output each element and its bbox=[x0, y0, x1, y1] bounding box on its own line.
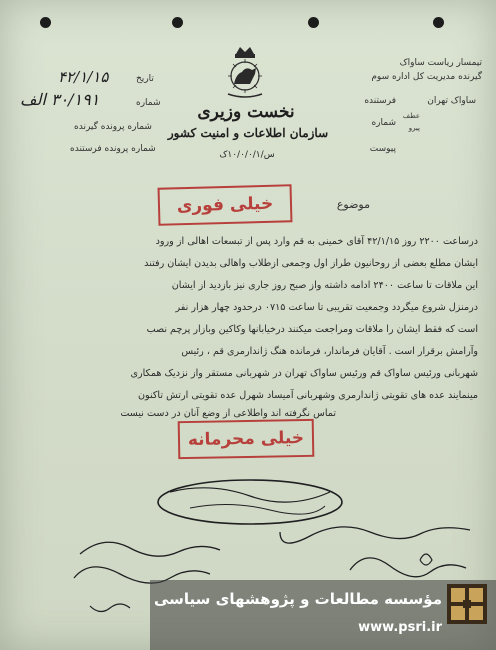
subject-label: موضوع bbox=[336, 198, 370, 211]
reference-code: س/۱۰/۰/۰/۱ک bbox=[219, 150, 275, 160]
recipient-line-2: گیرنده مدیریت کل اداره سوم bbox=[371, 72, 482, 82]
punch-hole bbox=[308, 17, 319, 28]
urgent-stamp: خیلی فوری bbox=[158, 184, 293, 225]
body-line: این ملاقات تا ساعت ۲۴۰۰ ادامه داشته واز صبح روز جاری نیز بازدید از ایشان bbox=[171, 280, 478, 291]
body-line: وآرامش برقرار است . آقایان فرماندار، فرمانده هنگ ژاندارمری قم ، رئیس bbox=[181, 346, 478, 357]
institute-name: مؤسسه مطالعات و پژوهشهای سیاسی bbox=[153, 590, 442, 608]
organization-name: سازمان اطلاعات و امنیت کشور bbox=[167, 126, 329, 140]
website-url: www.psri.ir bbox=[358, 620, 442, 635]
top-secret-stamp: خیلی محرمانه bbox=[178, 419, 315, 459]
body-line: درمنزل شروع میگردد وجمعیت تقریبی تا ساعت ۰۷۱۵ درحدود چهار هزار نفر bbox=[175, 302, 478, 313]
recipient-line-1: تیمسار ریاست ساواک bbox=[399, 58, 482, 68]
attachment-label: پیوست bbox=[369, 144, 396, 154]
punch-hole bbox=[433, 17, 444, 28]
sender-file-label: شماره پرونده فرستنده bbox=[70, 144, 156, 154]
body-line: مینمایند عده های تقویتی ژاندارمری وشهربانی آمیساد شهرل عده تقویتی ارتش تاکنون bbox=[137, 390, 478, 401]
number-value: ۳۰/۱۹۱ الف bbox=[20, 90, 100, 109]
sender-label: فرستنده bbox=[364, 96, 396, 106]
punch-hole bbox=[40, 17, 51, 28]
lion-and-sun-emblem-icon bbox=[222, 44, 268, 100]
date-label: تاریخ bbox=[136, 74, 154, 84]
number-label-right: شماره bbox=[371, 118, 396, 128]
letterhead-title: نخست وزیری bbox=[197, 102, 295, 122]
body-line: شهربانی ورئیس ساواک قم ورئیس ساواک تهران در شهربانی مستقر واز نزدیک همکاری bbox=[130, 368, 478, 379]
receiver-file-label: شماره پرونده گیرنده bbox=[74, 122, 152, 132]
body-line: تماس نگرفته اند واطلاعی از وضع آنان در دست نیست bbox=[120, 408, 336, 419]
reference-label: عطف bbox=[402, 112, 420, 120]
date-value: ۴۲/۱/۱۵ bbox=[58, 68, 109, 86]
number-label-left: شماره bbox=[136, 98, 161, 108]
sender-value: ساواک تهران bbox=[427, 96, 476, 106]
body-line: ایشان مطلع بعضی از روحانیون طراز اول وجمعی ازطلاب واهالی بدیدن ایشان رفتند bbox=[144, 258, 478, 269]
body-line: درساعت ۲۲۰۰ روز ۴۲/۱/۱۵ آقای خمینی به قم وارد پس از تبسعات اهالی از ورود bbox=[155, 236, 478, 247]
previous-label: پیرو bbox=[408, 124, 420, 132]
institute-logo-icon bbox=[447, 584, 487, 624]
body-line: است که فقط ایشان را ملاقات ومراجعت میکنند درخیابانها وکاکین وبازار پرچم نصب bbox=[146, 324, 478, 335]
punch-hole bbox=[172, 17, 183, 28]
